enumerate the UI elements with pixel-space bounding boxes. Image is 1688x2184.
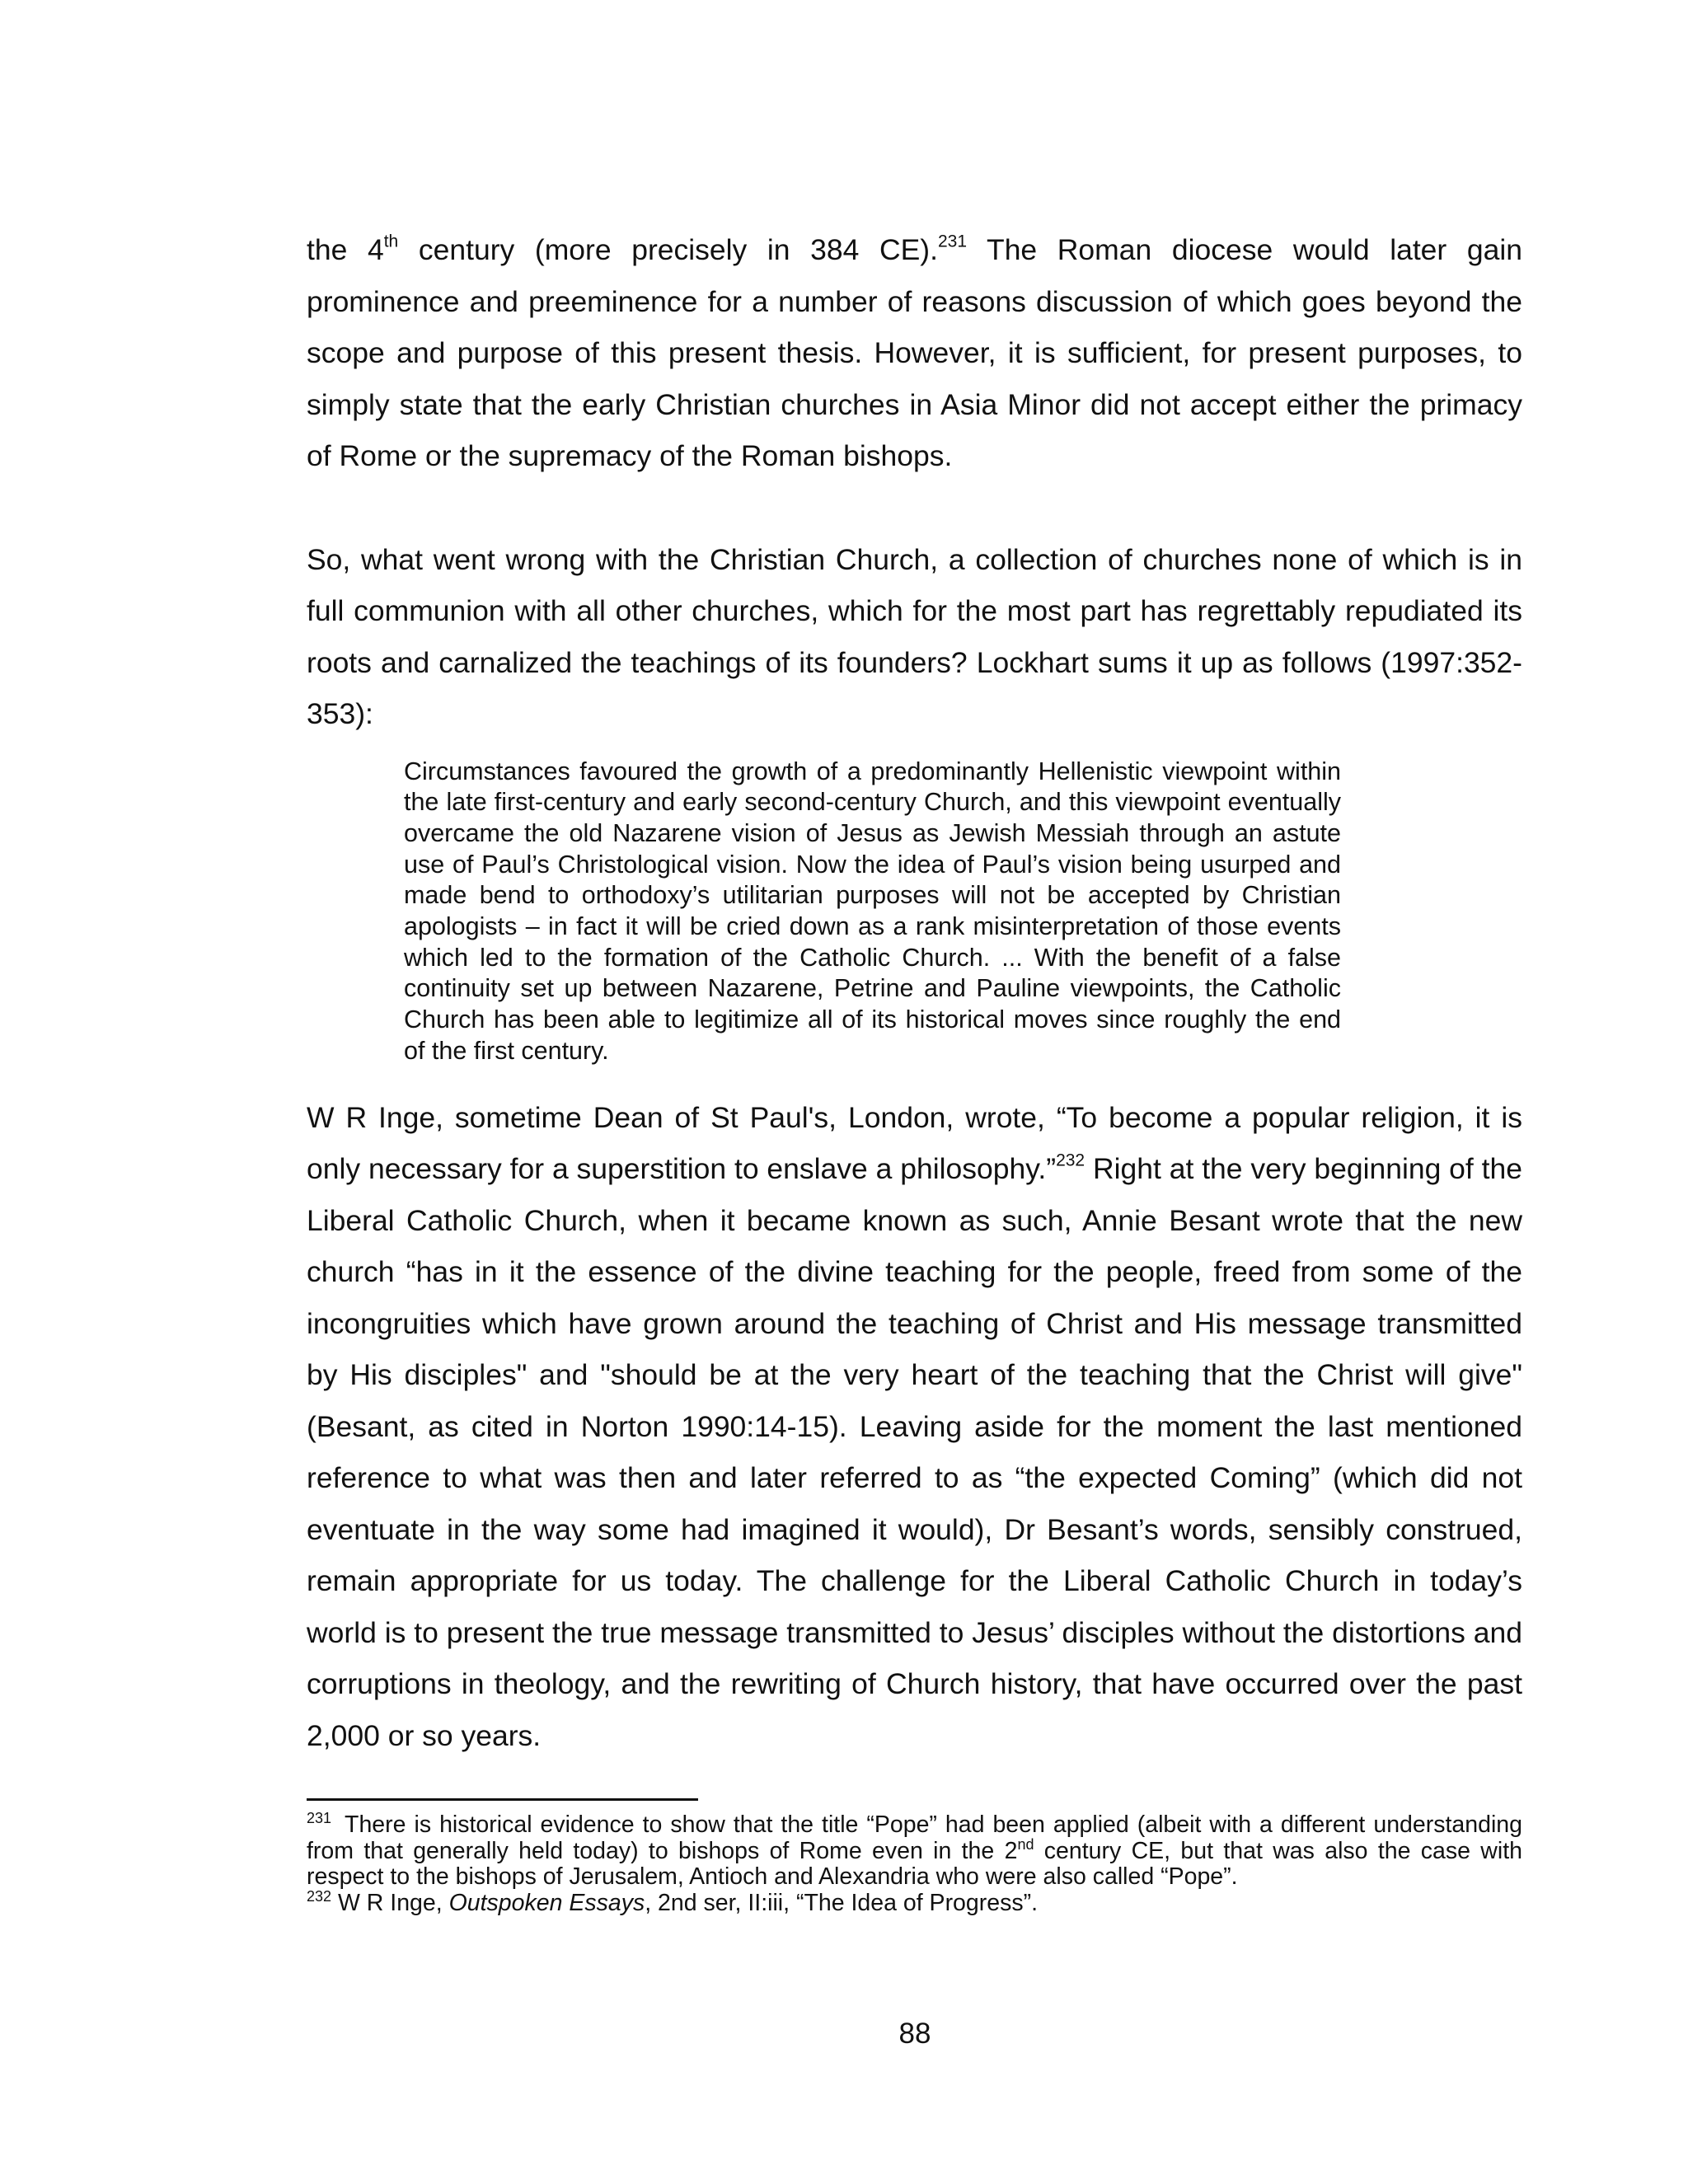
footnote-ref-232[interactable]: 232	[1056, 1151, 1085, 1170]
footnote-231: $^{231}$ There is historical evidence to show that the title “Pope” had been applied (albeit with a different understanding from that generally held today) to bishops of Rome even in the 2nd century CE, but that was also the case with respect to the bishops of Jerusalem, Antioch and Alexandria who were also called “Pope”.	[307, 1810, 1522, 1891]
footnotes	[307, 1812, 1522, 1916]
paragraph-what-went-wrong: So, what went wrong with the Christian Church, a collection of churches none of which is in full communion with all other churches, which for the most part has regrettably repudiated its roots and carnalized the teachings of its founders? Lockhart sums it up as follows (1997:352-353):	[307, 542, 1522, 730]
footnote-separator	[307, 1798, 698, 1801]
footnote-number: 231	[307, 1810, 332, 1827]
ordinal-suffix: nd	[1017, 1835, 1034, 1853]
footnote-232: $^{232}$ W R Inge, Outspoken Essays, 2nd ser, II:iii, “The Idea of Progress”.	[307, 1887, 1039, 1916]
page-body	[307, 224, 1522, 1916]
paragraph-inge-besant: W R Inge, sometime Dean of St Paul's, London, wrote, “To become a popular religion, it is only necessary for a superstition to enslave a philosophy.”$^{232}$ Right at the very beginning of the Liberal Catholic Church, when it became known as such, Annie Besant wrote that the new church “has in it the essence of the divine teaching for the people, freed from some of the incongruities which have grown around the teaching of Christ and His message transmitted by His disciples" and "should be at the very heart of the teaching that the Christ will give" (Besant, as cited in Norton 1990:14-15). Leaving aside for the moment the last mentioned reference to what was then and later referred to as “the expected Coming” (which did not eventuate in the way some had imagined it would), Dr Besant’s words, sensibly construed, remain appropriate for us today. The challenge for the Liberal Catholic Church in today’s world is to present the true message transmitted to Jesus’ disciples without the distortions and corruptions in theology, and the rewriting of Church history, that have occurred over the past 2,000 or so years.	[307, 1100, 1523, 1752]
book-title: Outspoken Essays	[448, 1889, 645, 1916]
footnote-ref-231[interactable]: 231	[937, 232, 968, 251]
ordinal-suffix: th	[383, 232, 399, 251]
block-quote-lockhart: Circumstances favoured the growth of a predominantly Hellenistic viewpoint within the late first-century and early second-century Church, and this viewpoint eventually overcame the old Nazarene vision of Jesus as Jewish Messiah through an astute use of Paul’s Christological vision. Now the idea of Paul’s vision being usurped and made bend to orthodoxy’s utilitarian purposes will not be accepted by Christian apologists – in fact it will be cried down as a rank misinterpretation of those events which led to the formation of the Catholic Church. ... With the benefit of a false continuity set up between Nazarene, Petrine and Pauline viewpoints, the Catholic Church has been able to legitimize all of its historical moves since roughly the end of the first century.	[404, 757, 1341, 1065]
paragraph-roman-diocese: the 4th century (more precisely in 384 CE).$^{231}$ The Roman diocese would later gain prominence and preeminence for a number of reasons discussion of which goes beyond the scope and purpose of this present thesis. However, it is sufficient, for present purposes, to simply state that the early Christian churches in Asia Minor did not accept either the primacy of Rome or the supremacy of the Roman bishops.	[307, 232, 1522, 472]
page-number: 88	[898, 2018, 931, 2050]
footnote-number: 232	[307, 1887, 332, 1905]
